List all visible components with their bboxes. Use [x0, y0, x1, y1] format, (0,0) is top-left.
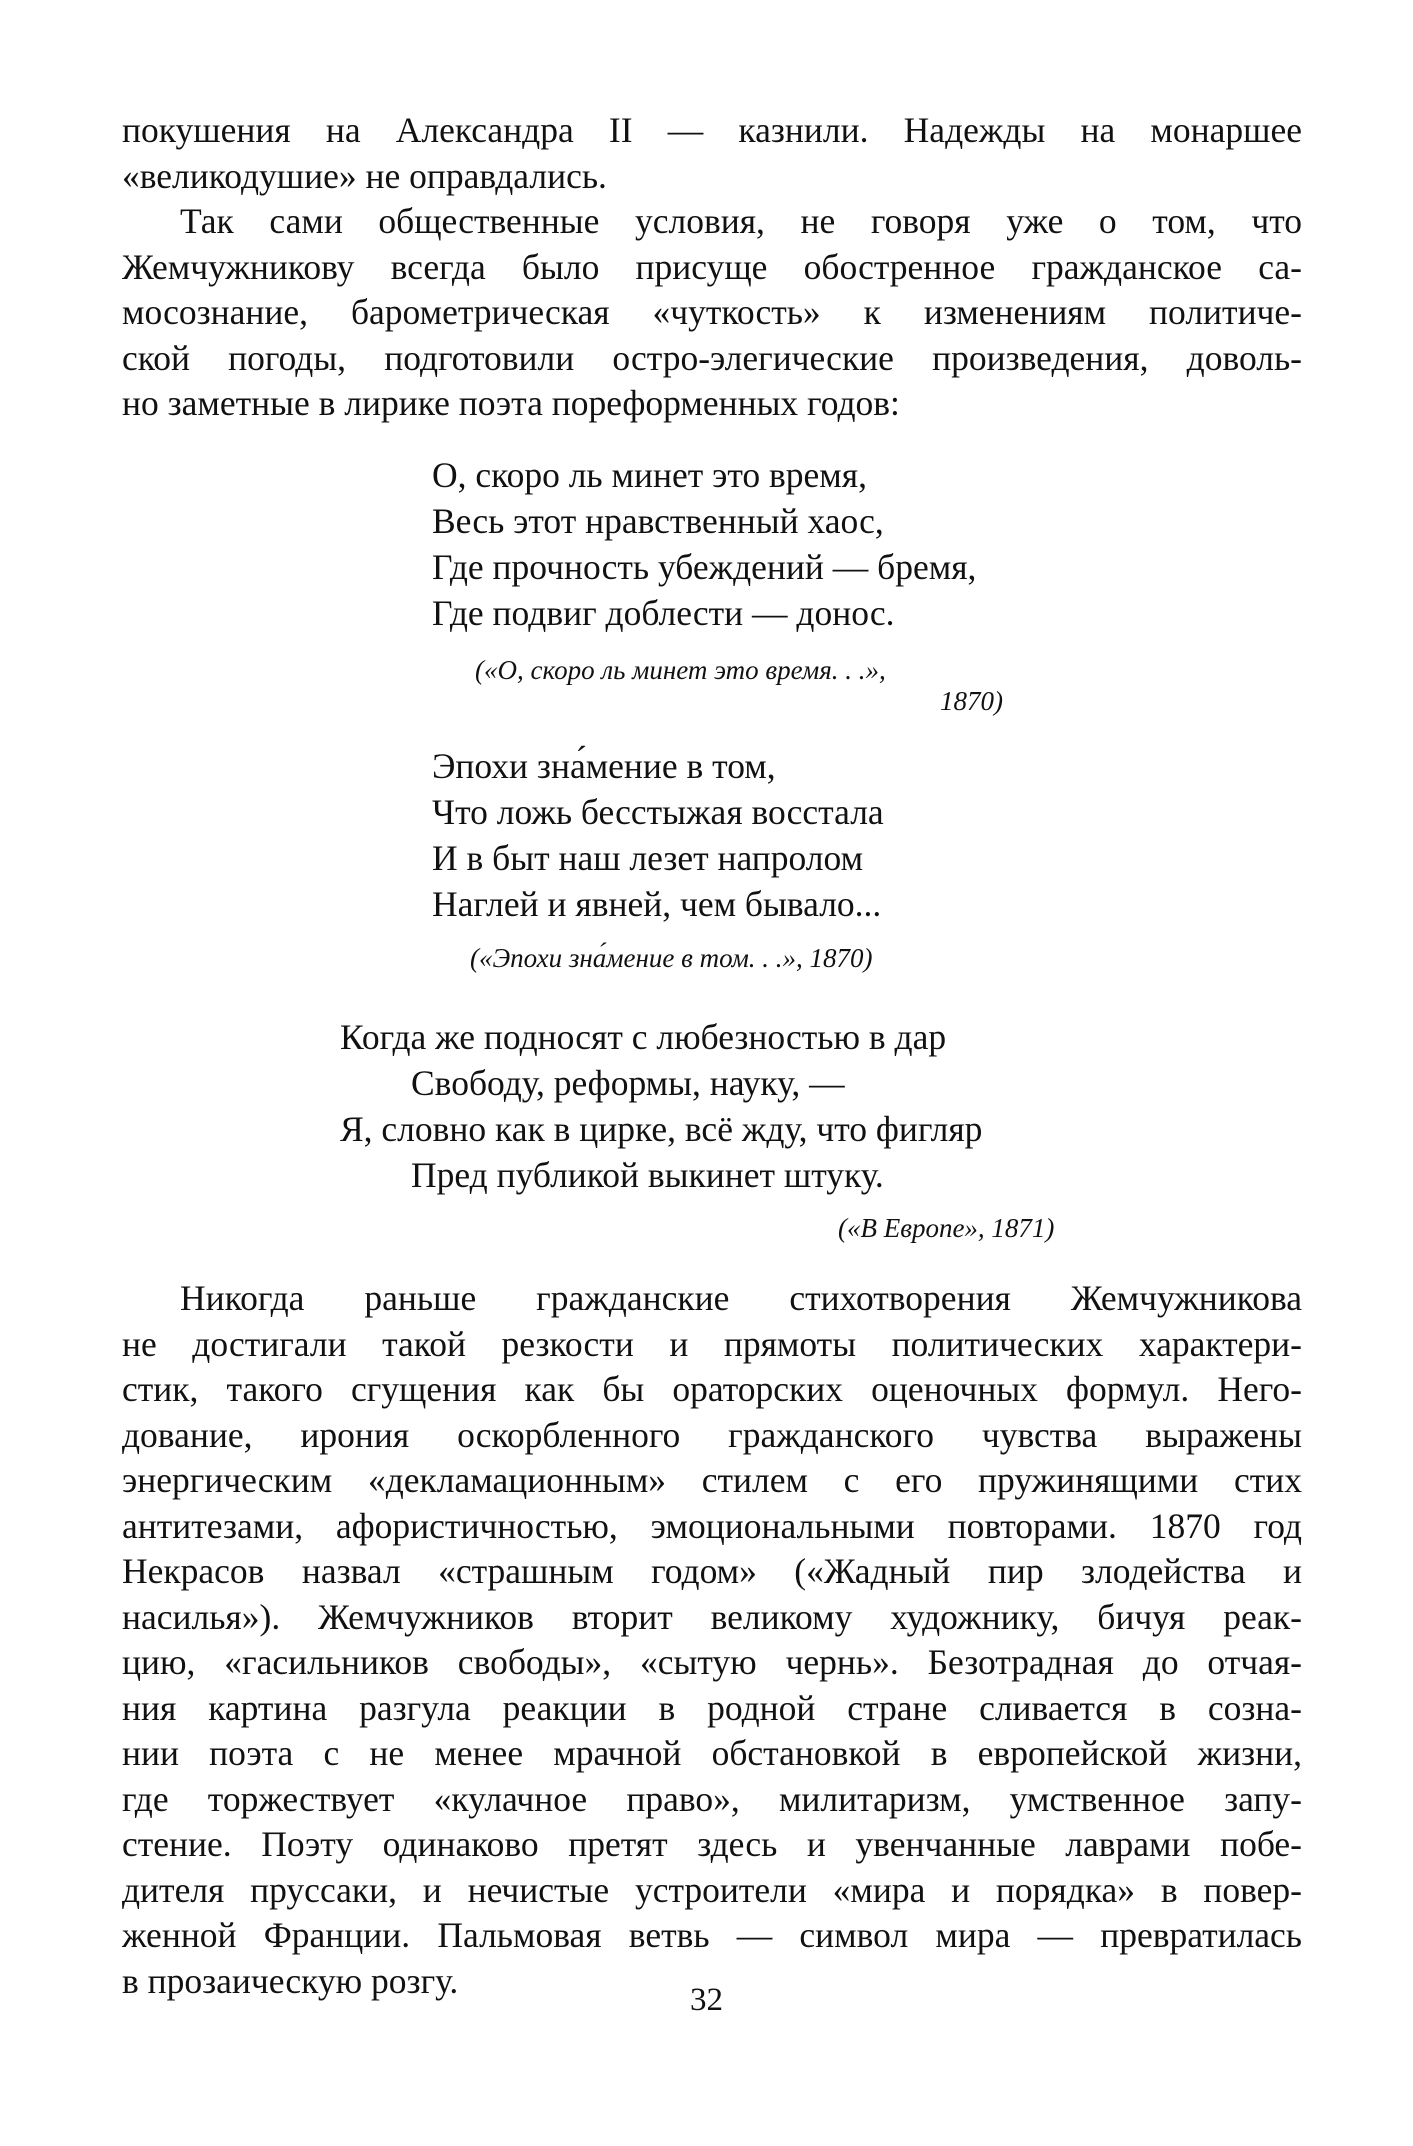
poem-3-citation: («В Европе», 1871) — [838, 1213, 1055, 1243]
text-line: цию, «гасильников свободы», «сытую чернь». Безотрадная до отчая- — [122, 1642, 1302, 1682]
text-line: в прозаическую розгу. — [122, 1960, 459, 2001]
poem-line: Наглей и явней, чем бывало... — [432, 884, 882, 924]
text-line: Некрасов назвал «страшным годом» («Жадный пир злодейства и — [122, 1551, 1302, 1591]
poem-stanza-1 — [432, 452, 976, 636]
poem-line: Что ложь бесстыжая восстала — [432, 792, 884, 832]
poem-line: Где подвиг доблести — донос. — [432, 593, 895, 633]
text-line: антитезами, афористичностью, эмоциональными повторами. 1870 год — [122, 1505, 1302, 1546]
paragraph-civic-poems — [122, 1276, 1302, 2004]
poem-1-citation-year: 1870) — [940, 686, 1003, 716]
poem-1-citation-title: («О, скоро ль минет это время. . .», — [475, 655, 886, 685]
text-line: «великодушие» не оправдались. — [122, 155, 607, 196]
poem-line: Где прочность убеждений — бремя, — [432, 547, 977, 587]
text-line: дование, ирония оскорбленного гражданского чувства выражены — [122, 1414, 1302, 1455]
poem-line: О, скоро ль минет это время, — [432, 455, 867, 495]
paragraph-conditions — [122, 199, 1302, 427]
text-line: женной Франции. Пальмовая ветвь — символ мира — превратилась — [122, 1915, 1302, 1955]
poem-line: Весь этот нравственный хаос, — [432, 501, 884, 541]
poem-line: И в быт наш лезет напролом — [432, 838, 864, 878]
text-line: стик, такого сгущения как бы ораторских оценочных формул. Него- — [122, 1369, 1302, 1409]
text-line: покушения на Александра II — казнили. Надежды на монаршее — [122, 110, 1302, 150]
poem-line: Я, словно как в цирке, всё жду, что фигляр — [340, 1109, 983, 1149]
poem-stanza-2 — [432, 743, 884, 927]
text-line: мосознание, барометрическая «чуткость» к изменениям политиче- — [122, 292, 1302, 332]
text-line: нии поэта с не менее мрачной обстановкой в европейской жизни, — [122, 1733, 1302, 1773]
poem-2-citation: («Эпохи зна́мение в том. . .», 1870) — [470, 943, 873, 973]
page-number: 32 — [690, 1982, 723, 2018]
text-line: но заметные в лирике поэта пореформенных годов: — [122, 383, 900, 423]
poem-line: Эпохи зна́мение в том, — [432, 746, 776, 786]
poem-line: Пред публикой выкинет штуку. — [411, 1155, 884, 1195]
text-line: Так сами общественные условия, не говоря уже о том, что — [180, 201, 1302, 241]
text-line: дителя пруссаки, и нечистые устроители «мира и порядка» в повер- — [122, 1869, 1302, 1910]
text-line: ской погоды, подготовили остро-элегические произведения, доволь- — [122, 337, 1302, 378]
text-line: ния картина разгула реакции в родной стране сливается в созна- — [122, 1687, 1302, 1728]
poem-line: Когда же подносят с любезностью в дар — [340, 1017, 947, 1057]
text-line: насилья»). Жемчужников вторит великому художнику, бичуя реак- — [122, 1596, 1302, 1637]
text-line: энергическим «декламационным» стилем с его пружинящими стих — [122, 1460, 1302, 1500]
text-line: не достигали такой резкости и прямоты политических характери- — [122, 1323, 1302, 1364]
text-line: где торжествует «кулачное право», милитаризм, умственное запу- — [122, 1778, 1302, 1819]
text-line: Никогда раньше гражданские стихотворения Жемчужникова — [180, 1278, 1302, 1318]
text-line: Жемчужникову всегда было присуще обостренное гражданское са- — [122, 246, 1302, 287]
text-line: стение. Поэту одинаково претят здесь и увенчанные лаврами побе- — [122, 1824, 1302, 1864]
poem-stanza-3 — [340, 1014, 982, 1198]
poem-line: Свободу, реформы, науку, — — [411, 1063, 845, 1103]
paragraph-continuation — [122, 108, 1302, 199]
